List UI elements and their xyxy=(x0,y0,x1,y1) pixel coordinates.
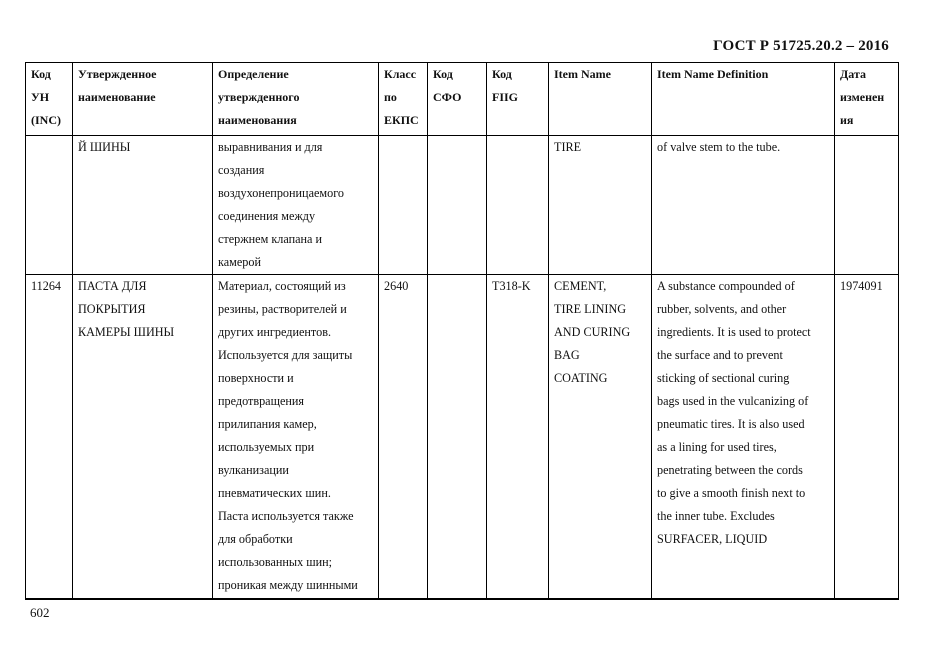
column-header-approved-name: Утвержденное наименование xyxy=(73,63,213,136)
table-row xyxy=(26,275,899,600)
cell-definition: выравнивания и для создания воздухонепроницаемого соединения между стержнем клапана и камерой xyxy=(213,136,379,275)
cell-approved-name: Й ШИНЫ xyxy=(73,136,213,275)
cell-item-name: TIRE xyxy=(549,136,652,275)
cell-change-date xyxy=(835,136,899,275)
column-header-change-date: Дата изменен ия xyxy=(835,63,899,136)
cell-inc xyxy=(26,136,73,275)
column-header-definition: Определение утвержденного наименования xyxy=(213,63,379,136)
cell-fiig-code: T318-K xyxy=(487,275,549,600)
column-header-item-name-definition: Item Name Definition xyxy=(652,63,835,136)
cell-definition: Материал, состоящий из резины, растворителей и других ингредиентов. Используется для защиты поверхности и предотвращения прилипания камер, используемых при вулканизации пневматических шин. Паста используется также для обработки использованных шин; проникая между шинными xyxy=(213,275,379,600)
cell-approved-name: ПАСТА ДЛЯ ПОКРЫТИЯ КАМЕРЫ ШИНЫ xyxy=(73,275,213,600)
cell-sfo-code xyxy=(428,275,487,600)
column-header-item-name: Item Name xyxy=(549,63,652,136)
cell-change-date: 1974091 xyxy=(835,275,899,600)
cell-ekps-class: 2640 xyxy=(379,275,428,600)
table-header-row xyxy=(26,63,899,136)
cell-item-name: CEMENT, TIRE LINING AND CURING BAG COATING xyxy=(549,275,652,600)
cell-item-name-definition: A substance compounded of rubber, solvents, and other ingredients. It is used to protect the surface and to prevent sticking of sectional curing bags used in the vulcanizing of pneumatic tires. It is also used as a lining for used tires, penetrating between the cords to give a smooth finish next to the inner tube. Excludes SURFACER, LIQUID xyxy=(652,275,835,600)
document-code: ГОСТ Р 51725.20.2 – 2016 xyxy=(713,38,889,54)
column-header-fiig-code: Код FIIG xyxy=(487,63,549,136)
cell-fiig-code xyxy=(487,136,549,275)
column-header-sfo-code: Код СФО xyxy=(428,63,487,136)
page-number: 602 xyxy=(30,605,50,620)
cell-item-name-definition: of valve stem to the tube. xyxy=(652,136,835,275)
table-row xyxy=(26,136,899,275)
column-header-inc: Код УН (INC) xyxy=(26,63,73,136)
catalog-table xyxy=(25,62,899,600)
cell-ekps-class xyxy=(379,136,428,275)
column-header-ekps-class: Класс по ЕКПС xyxy=(379,63,428,136)
cell-sfo-code xyxy=(428,136,487,275)
cell-inc: 11264 xyxy=(26,275,73,600)
